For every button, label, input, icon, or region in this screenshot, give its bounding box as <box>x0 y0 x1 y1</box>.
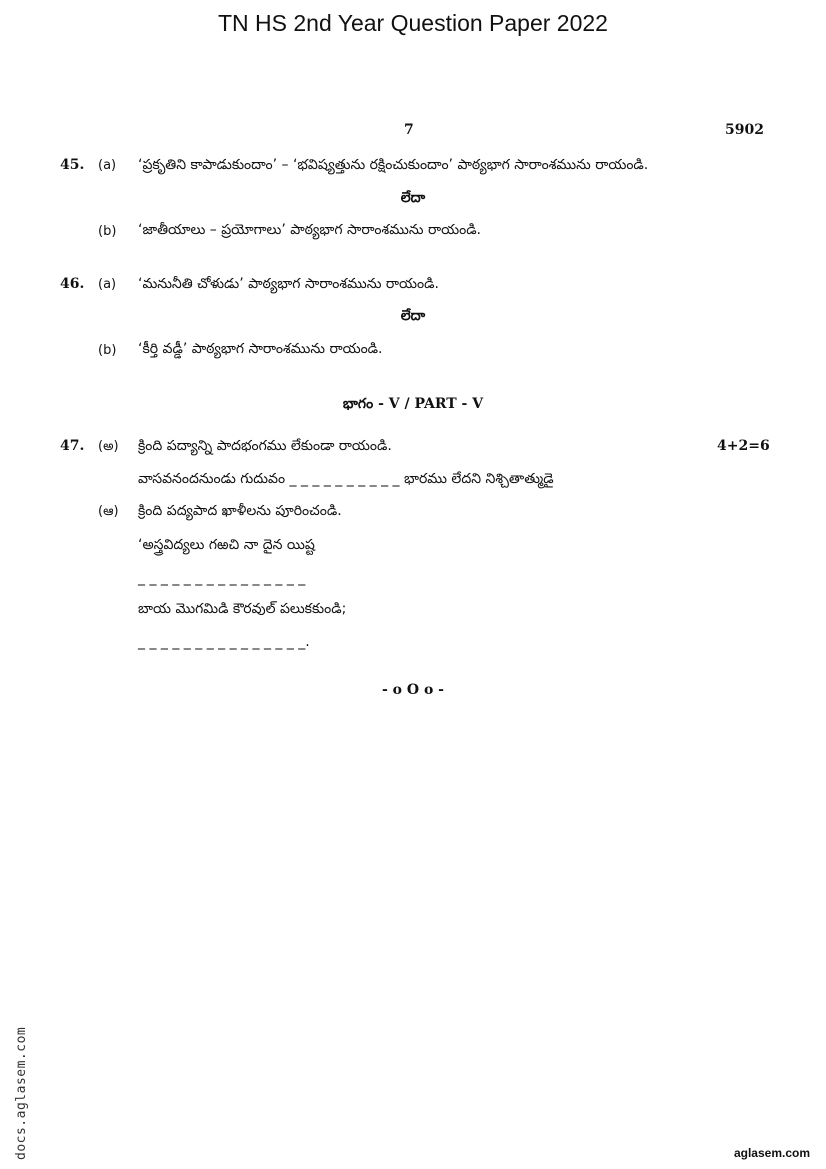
option-label-47b: (ఆ) <box>98 504 119 519</box>
or-separator-45: లేదా <box>400 190 426 206</box>
watermark: docs.aglasem.com <box>14 1026 29 1160</box>
question-45b-text: ‘జాతీయాలు – ప్రయోగాలు’ పాఠ్యభాగ సారాంశమును రాయండి. <box>138 222 481 238</box>
end-mark: - o O o - <box>382 682 444 698</box>
poem-blank-1: _ _ _ _ _ _ _ _ _ _ _ _ _ _ _ <box>138 570 306 586</box>
poem-line-1: ‘అస్త్రవిద్యలు గఱచి నా దైన యిష్ట <box>138 537 315 553</box>
option-label-45b: (b) <box>98 224 117 239</box>
option-label-45a: (a) <box>98 158 117 173</box>
question-46b-text: ‘కీర్తి వడ్డీ’ పాఠ్యభాగ సారాంశమును రాయండి. <box>138 341 383 357</box>
poem-line-3: బాయ మొగమిడి కౌరవుల్ పలుకకుండి; <box>138 601 347 617</box>
part-heading: భాగం - V / PART - V <box>342 396 484 412</box>
question-number-45: 45. <box>60 157 85 173</box>
question-47b-text: క్రింది పద్యపాద ఖాళీలను పూరించండి. <box>138 503 342 519</box>
option-label-46b: (b) <box>98 343 117 358</box>
or-separator-46: లేదా <box>400 308 426 324</box>
page-number: 7 <box>404 122 414 138</box>
footer-site: aglasem.com <box>733 1146 810 1160</box>
question-number-47: 47. <box>60 438 85 454</box>
question-45a-text: ‘ప్రకృతిని కాపాడుకుందాం’ – ‘భవిష్యత్తును రక్షించుకుందాం’ పాఠ్యభాగ సారాంశమును రాయండి. <box>138 157 649 173</box>
marks-47: 4+2=6 <box>717 438 770 454</box>
question-number-46: 46. <box>60 276 85 292</box>
question-46a-text: ‘మనునీతి చోళుడు’ పాఠ్యభాగ సారాంశమును రాయండి. <box>138 276 439 292</box>
poem-line-47a: వాసవనందనుండు గుదువం _ _ _ _ _ _ _ _ _ _ భారము లేదని నిశ్చితాత్ముడై <box>138 471 554 487</box>
page-title: TN HS 2nd Year Question Paper 2022 <box>218 10 608 36</box>
question-47a-text: క్రింది పద్యాన్ని పాదభంగము లేకుండా రాయండి. <box>138 438 392 454</box>
option-label-47a: (అ) <box>98 439 119 454</box>
option-label-46a: (a) <box>98 277 117 292</box>
poem-blank-2: _ _ _ _ _ _ _ _ _ _ _ _ _ _ _. <box>138 634 310 650</box>
paper-code: 5902 <box>725 122 764 138</box>
